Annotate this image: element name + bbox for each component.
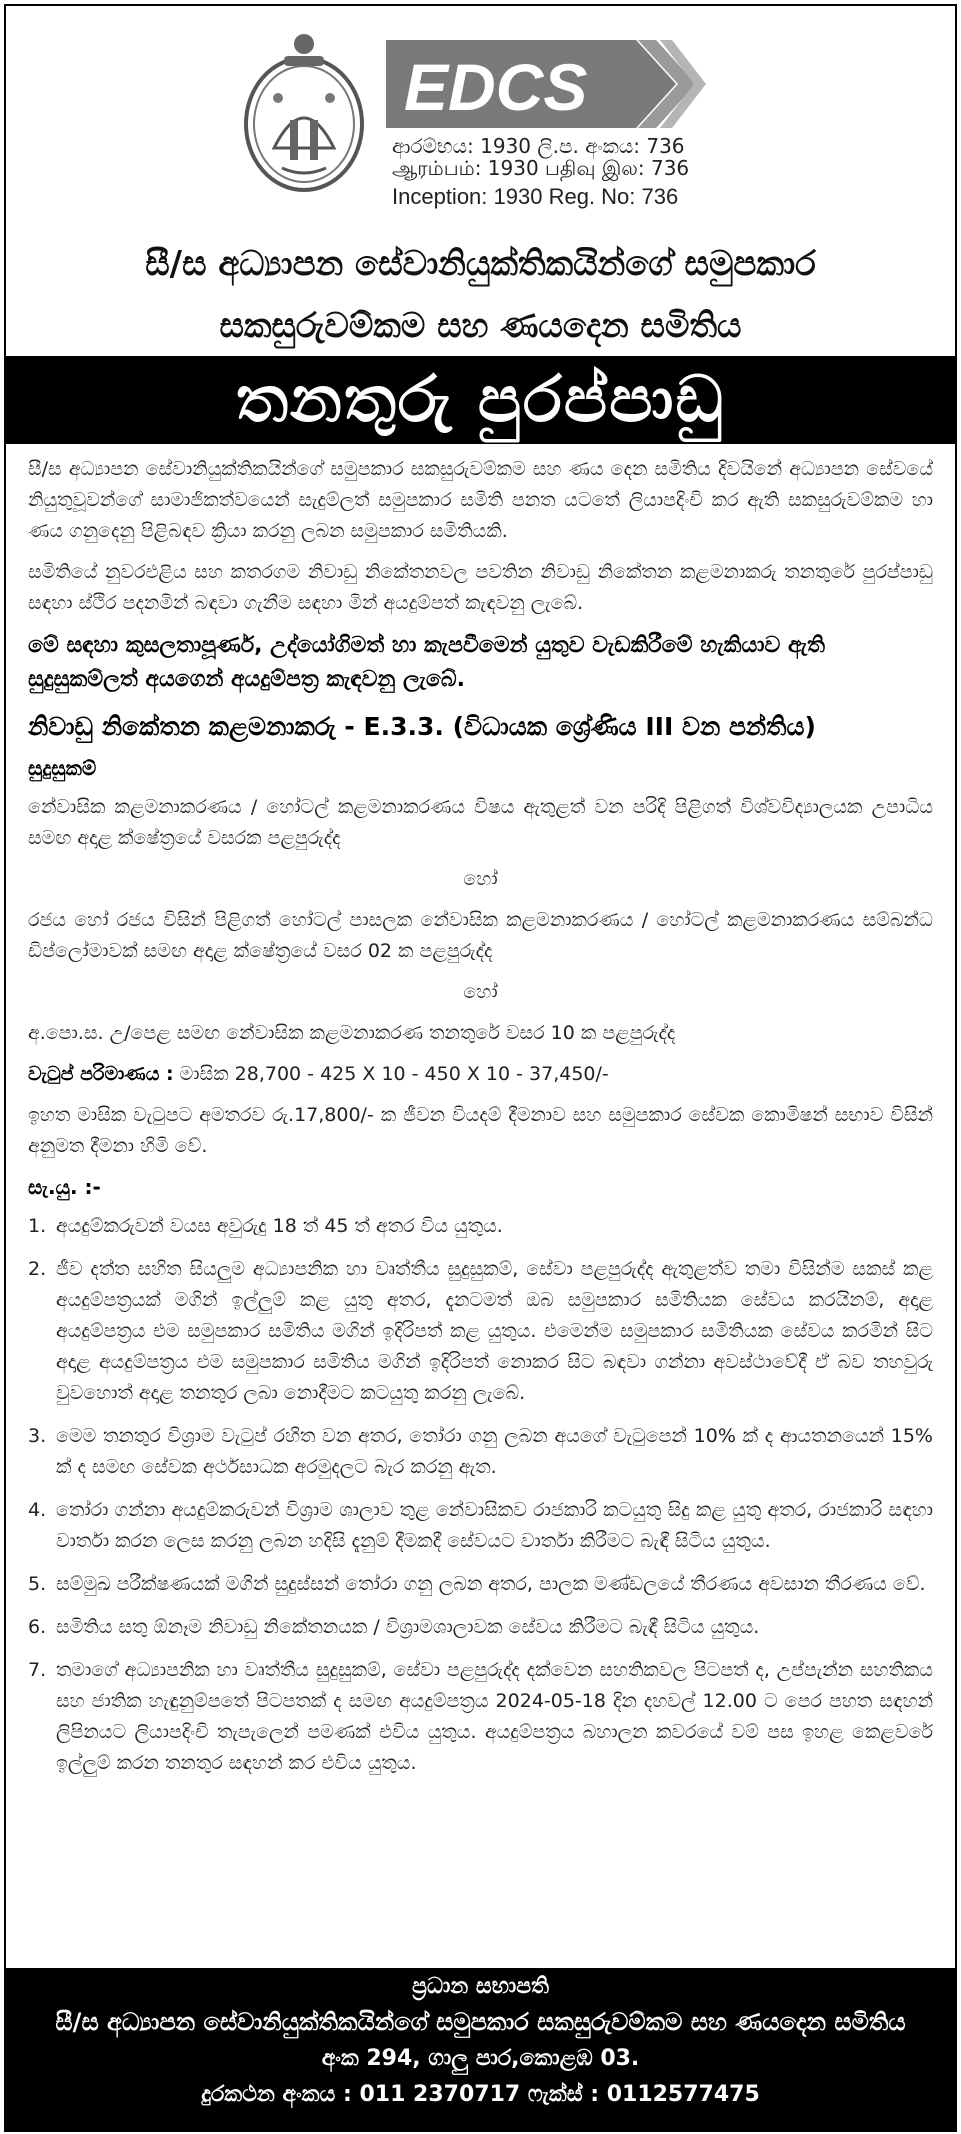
org-name-line1: සී/ස අධ්‍යාපන සේවානියුක්තිකයින්ගේ සමුපකාර bbox=[145, 244, 816, 284]
list-item bbox=[28, 1569, 933, 1600]
or-separator-1: හෝ bbox=[463, 868, 498, 890]
qualifications-heading: සුදුසුකම් bbox=[28, 756, 97, 780]
footer-address: අංක 294, ගාලු පාර,කොළඹ 03. bbox=[321, 2046, 640, 2071]
footer bbox=[6, 1968, 955, 2130]
intro-paragraph-3: මේ සඳහා කුසලතාපූර්ණ, උද්යෝගිමත් හා කැපවීමෙන් යුතුව වැඩකිරීමේ හැකියාව ඇති සුදුසුකම්ලත් අයගෙන් අයදුම්පත්‍ර කැඳවනු ලැබේ. bbox=[28, 633, 825, 692]
list-item-number: 5. bbox=[28, 1573, 47, 1595]
list-item bbox=[28, 1211, 933, 1242]
salary-value: මාසික 28,700 - 425 X 10 - 450 X 10 - 37,450/- bbox=[179, 1063, 609, 1085]
list-item bbox=[28, 1655, 933, 1779]
inception-english: Inception: 1930 Reg. No: 736 bbox=[392, 184, 679, 209]
qualification-3: අ.පො.ස. උ/පෙළ සමඟ නේවාසික කළමනාකරණ තනතුරේ වසර 10 ක පළපුරුද්ද bbox=[28, 1022, 676, 1044]
main-content bbox=[28, 454, 933, 1791]
list-item bbox=[28, 1612, 933, 1643]
crest-emblem-icon bbox=[238, 28, 370, 196]
footer-title: ප්‍රධාන සභාපති bbox=[411, 1974, 550, 1999]
list-item-number: 1. bbox=[28, 1215, 47, 1237]
list-item bbox=[28, 1421, 933, 1483]
list-item-number: 4. bbox=[28, 1499, 47, 1521]
footer-org-name: සී/ස අධ්‍යාපන සේවානියුක්තිකයින්ගේ සමුපකාර සකසුරුවම්කම සහ ණයදෙන සමිතිය bbox=[55, 2008, 906, 2036]
list-item-number: 6. bbox=[28, 1616, 47, 1638]
intro-paragraph-2: සමිතියේ නුවරඑළිය සහ කතරගම නිවාඩු නිකේතනවල පවතින නිවාඩු නිකේතන කළමනාකරු තනතුරේ පුරප්පාඩු සඳහා ස්ථිර පදනමින් බඳවා ගැනීම සඳහා මින් අයදුම්පත් කැඳවනු ලැබේ. bbox=[28, 561, 933, 614]
advertisement-frame bbox=[4, 4, 957, 2132]
list-item-number: 2. bbox=[28, 1258, 47, 1280]
svg-text:EDCS: EDCS bbox=[404, 50, 588, 124]
org-name-line2: සකසුරුවම්කම සහ ණයදෙන සමිතිය bbox=[219, 306, 742, 346]
inception-tamil: ஆரம்பம்: 1930 பதிவு இல: 736 bbox=[392, 156, 690, 180]
list-item-text: තෝරා ගන්නා අයදුම්කරුවන් විශ්‍රාම ශාලාව තුළ නේවාසිකව රාජකාරි කටයුතු සිදු කළ යුතු අතර, රාජකාරි සඳහා වාර්තා කරන ලෙස කරනු ලබන හදිසි දැනුම් දීමකදී සේවයට වාර්තා කිරීමට බැඳී සිටිය යුතුය. bbox=[56, 1499, 933, 1552]
notes-list bbox=[28, 1211, 933, 1779]
salary-label: වැටුප් පරිමාණය : bbox=[28, 1063, 174, 1085]
list-item bbox=[28, 1495, 933, 1557]
list-item-text: සමිතිය සතු ඕනෑම නිවාඩු නිකේතනයක / විශ්‍රාමශාලාවක සේවය කිරීමට බැඳී සිටිය යුතුය. bbox=[56, 1616, 760, 1638]
vacancies-banner: තනතුරු පුරප්පාඩු bbox=[6, 356, 955, 444]
list-item-text: ජීව දත්ත සහිත සියලුම අධ්‍යාපනික හා වෘත්තීය සුදුසුකම්, සේවා පළපුරුද්ද ඇතුළත්ව තමා විසින්ම සකස් කළ අයදුම්පත්‍රයක් මගින් ඉල්ලුම් කළ යුතු අතර, දැනටමත් ඔබ සමුපකාර සමිතියක සේවය කරයිනම්, අදාළ අයදුම්පත්‍රය එම සමුපකාර සමිතිය මගින් ඉදිරිපත් කළ යුතුය. එමෙන්ම සමුපකාර සමිතියක සේවය කරමින් සිට අදාළ අයදුම්පත්‍රය එම සමුපකාර සමිතිය මගින් ඉදිරිපත් නොකර සිට බඳවා ගන්නා අවස්ථාවේදී ඒ බව තහවුරු වුවහොත් අදාළ තනතුර ලබා නොදීමට කටයුතු කරනු ලැබේ. bbox=[56, 1258, 933, 1404]
list-item-text: සම්මුඛ පරීක්ෂණයක් මගින් සුදුස්සන් තෝරා ගනු ලබන අතර, පාලක මණ්ඩලයේ තීරණය අවසාන තීරණය වේ. bbox=[56, 1573, 926, 1595]
qualification-2: රජය හෝ රජය විසින් පිළිගත් හෝටල් පාසලක නේවාසික කළමනාකරණය / හෝටල් කළමනාකරණය සම්බන්ධ ඩිප්ලෝමාවක් සමඟ අදාළ ක්ෂේත්‍රයේ වසර 02 ක පළපුරුද්ද bbox=[28, 909, 933, 962]
post-title: නිවාඩු නිකේතන කළමනාකරු - E.3.3. (විධායක ශ්‍රේණිය III වන පන්තිය) bbox=[28, 712, 816, 741]
qualification-1: නේවාසික කළමනාකරණය / හෝටල් කළමනාකරණය විෂය ඇතුළත් වන පරිදි පිළිගත් විශ්වවිද්‍යාලයක උපාධිය සමඟ අදාළ ක්ෂේත්‍රයේ වසරක පළපුරුද්ද bbox=[28, 796, 933, 849]
list-item-number: 3. bbox=[28, 1425, 47, 1447]
list-item-text: මෙම තනතුර විශ්‍රාම වැටුප් රහිත වන අතර, තෝරා ගනු ලබන අයගේ වැටුපෙන් 10% ක් ද ආයතනයෙන් 15% ක් ද සමඟ සේවක අර්ථසාධක අරමුදලට බැර කරනු ඇත. bbox=[56, 1425, 933, 1478]
or-separator-2: හෝ bbox=[463, 981, 498, 1003]
footer-contact: දුරකථන අංකය : 011 2370717 ෆැක්ස් : 0112577475 bbox=[201, 2082, 760, 2107]
list-item-text: අයදුම්කරුවන් වයස අවුරුදු 18 ත් 45 ත් අතර විය යුතුය. bbox=[56, 1215, 503, 1237]
allowance-text: ඉහත මාසික වැටුපට අමතරව රු.17,800/- ක ජීවන වියදම් දීමනාව සහ සමුපකාර සේවක කොමිෂන් සභාව විසින් අනුමත දීමනා හිමි වේ. bbox=[28, 1104, 933, 1157]
list-item bbox=[28, 1254, 933, 1409]
header bbox=[6, 6, 955, 238]
inception-sinhala: ආරම්භය: 1930 ලි.ප. අංකය: 736 bbox=[392, 134, 685, 158]
list-item-text: තමාගේ අධ්‍යාපනික හා වෘත්තීය සුදුසුකම්, සේවා පළපුරුද්ද දක්වෙන සහතිකවල පිටපත් ද, උප්පැන්න සහතිකය සහ ජාතික හැඳුනුම්පතේ පිටපතක් ද සමඟ අයදුම්පත්‍රය 2024-05-18 දින දහවල් 12.00 ට පෙර පහත සඳහන් ලිපිනයට ලියාපදිංචි තැපැලෙන් පමණක් එවිය යුතුය. අයදුම්පත්‍රය බහාලන කවරයේ වම් පස ඉහළ කෙළවරේ ඉල්ලුම් කරන තනතුර සඳහන් කර එවිය යුතුය. bbox=[56, 1659, 933, 1774]
salary-scale bbox=[28, 1059, 933, 1090]
intro-paragraph-1: සී/ස අධ්‍යාපන සේවානියුක්තිකයින්ගේ සමුපකාර සකසුරුවම්කම සහ ණය දෙන සමිතිය දිවයිනේ අධ්‍යාපන සේවයේ නියුතුවූවන්ගේ සාමාජිකත්වයෙන් සැදුම්ලත් සමුපකාර සමිති පනත යටතේ ලියාපදිංචි කර ඇති සකසුරුවම්කම හා ණය ගනුදෙනු පිළිබඳව ක්‍රියා කරනු ලබන සමුපකාර සමිතියකි. bbox=[28, 458, 933, 542]
edcs-logo bbox=[386, 34, 706, 134]
notes-heading: සැ.යු. :- bbox=[28, 1175, 101, 1199]
list-item-number: 7. bbox=[28, 1659, 47, 1681]
